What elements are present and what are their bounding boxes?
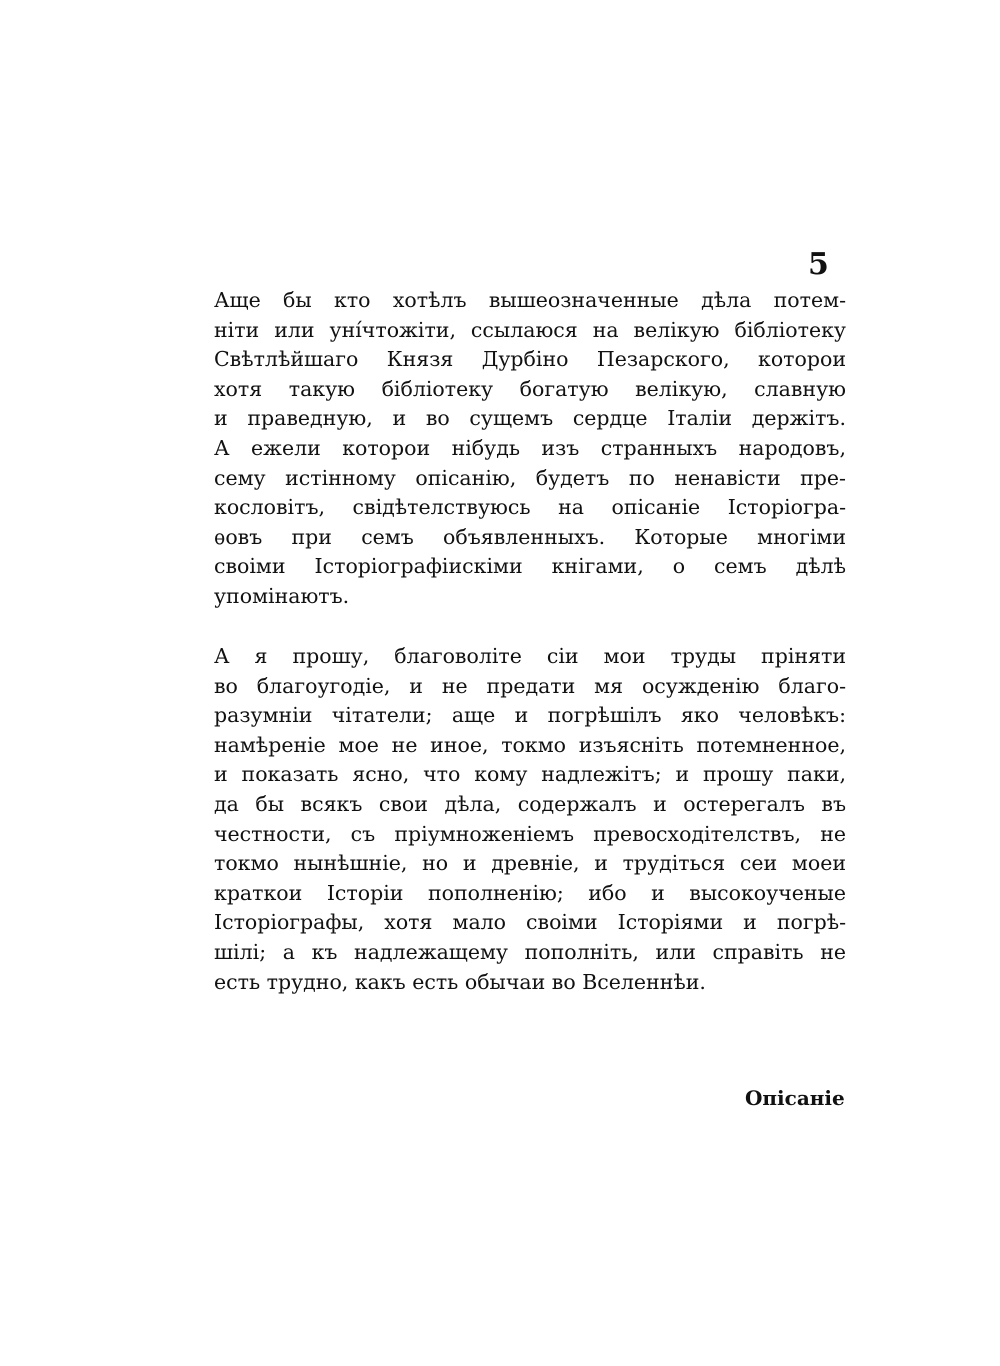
text-line: намѣреніе мое не иное, токмо изъясніть потемненное, — [214, 732, 846, 757]
text-line: и праведную, и во сущемъ сердце Італіи держітъ. — [214, 406, 846, 431]
text-line: упомінаютъ. — [214, 583, 350, 608]
text-line: разумніи чітатели; аще и погрѣшілъ яко человѣкъ: — [214, 703, 846, 728]
page-number: 5 — [808, 247, 829, 282]
catchword: Опісаніе — [745, 1086, 845, 1110]
text-line: токмо нынѣшніе, но и древніе, и трудіться сеи моеи — [214, 851, 846, 876]
text-line: да бы всякъ свои дѣла, содержалъ и остерегалъ въ — [214, 791, 846, 816]
text-line: Свѣтлѣйшаго Князя Дурбіно Пезарского, которои — [214, 347, 846, 372]
text-line: ѳовъ при семъ объявленныхъ. Которые многіми — [214, 524, 846, 549]
text-line: краткои Історіи пополненію; ибо и высокоученые — [214, 880, 846, 905]
text-line: и показать ясно, что кому надлежітъ; и прошу паки, — [214, 762, 846, 787]
text-line: честности, съ пріумноженіемъ превосходітелствъ, не — [214, 821, 846, 846]
text-line: Історіографы, хотя мало своіми Історіями и погрѣ- — [214, 910, 846, 935]
text-line: во благоугодіе, и не предати мя осужденію благо- — [214, 673, 846, 698]
paragraph-2 — [214, 642, 846, 997]
text-line: шілі; а къ надлежащему пополніть, или справіть не — [214, 939, 846, 964]
text-line: хотя такую бібліотеку богатую велікую, славную — [214, 376, 846, 401]
text-line: Аще бы кто хотѣлъ вышеозначенные дѣла потем- — [214, 288, 846, 312]
text-line: ніти или уні́чтожіти, ссылаюся на велікую бібліотеку — [214, 317, 846, 342]
text-line: своіми Історіографіискіми кнігами, о семъ дѣлѣ — [214, 554, 846, 579]
text-line: есть трудно, какъ есть обычаи во Вселеннѣи. — [214, 969, 706, 994]
text-line: А я прошу, благоволіте сіи мои труды пріняти — [214, 644, 846, 668]
text-line: сему истінному опісанію, будетъ по ненавісти пре- — [214, 465, 846, 490]
paragraph-1 — [214, 286, 846, 612]
text-line: А ежели которои нібудь изъ странныхъ народовъ, — [214, 435, 846, 460]
text-line: кословітъ, свідѣтелствуюсь на опісаніе Історіогра- — [214, 495, 846, 520]
